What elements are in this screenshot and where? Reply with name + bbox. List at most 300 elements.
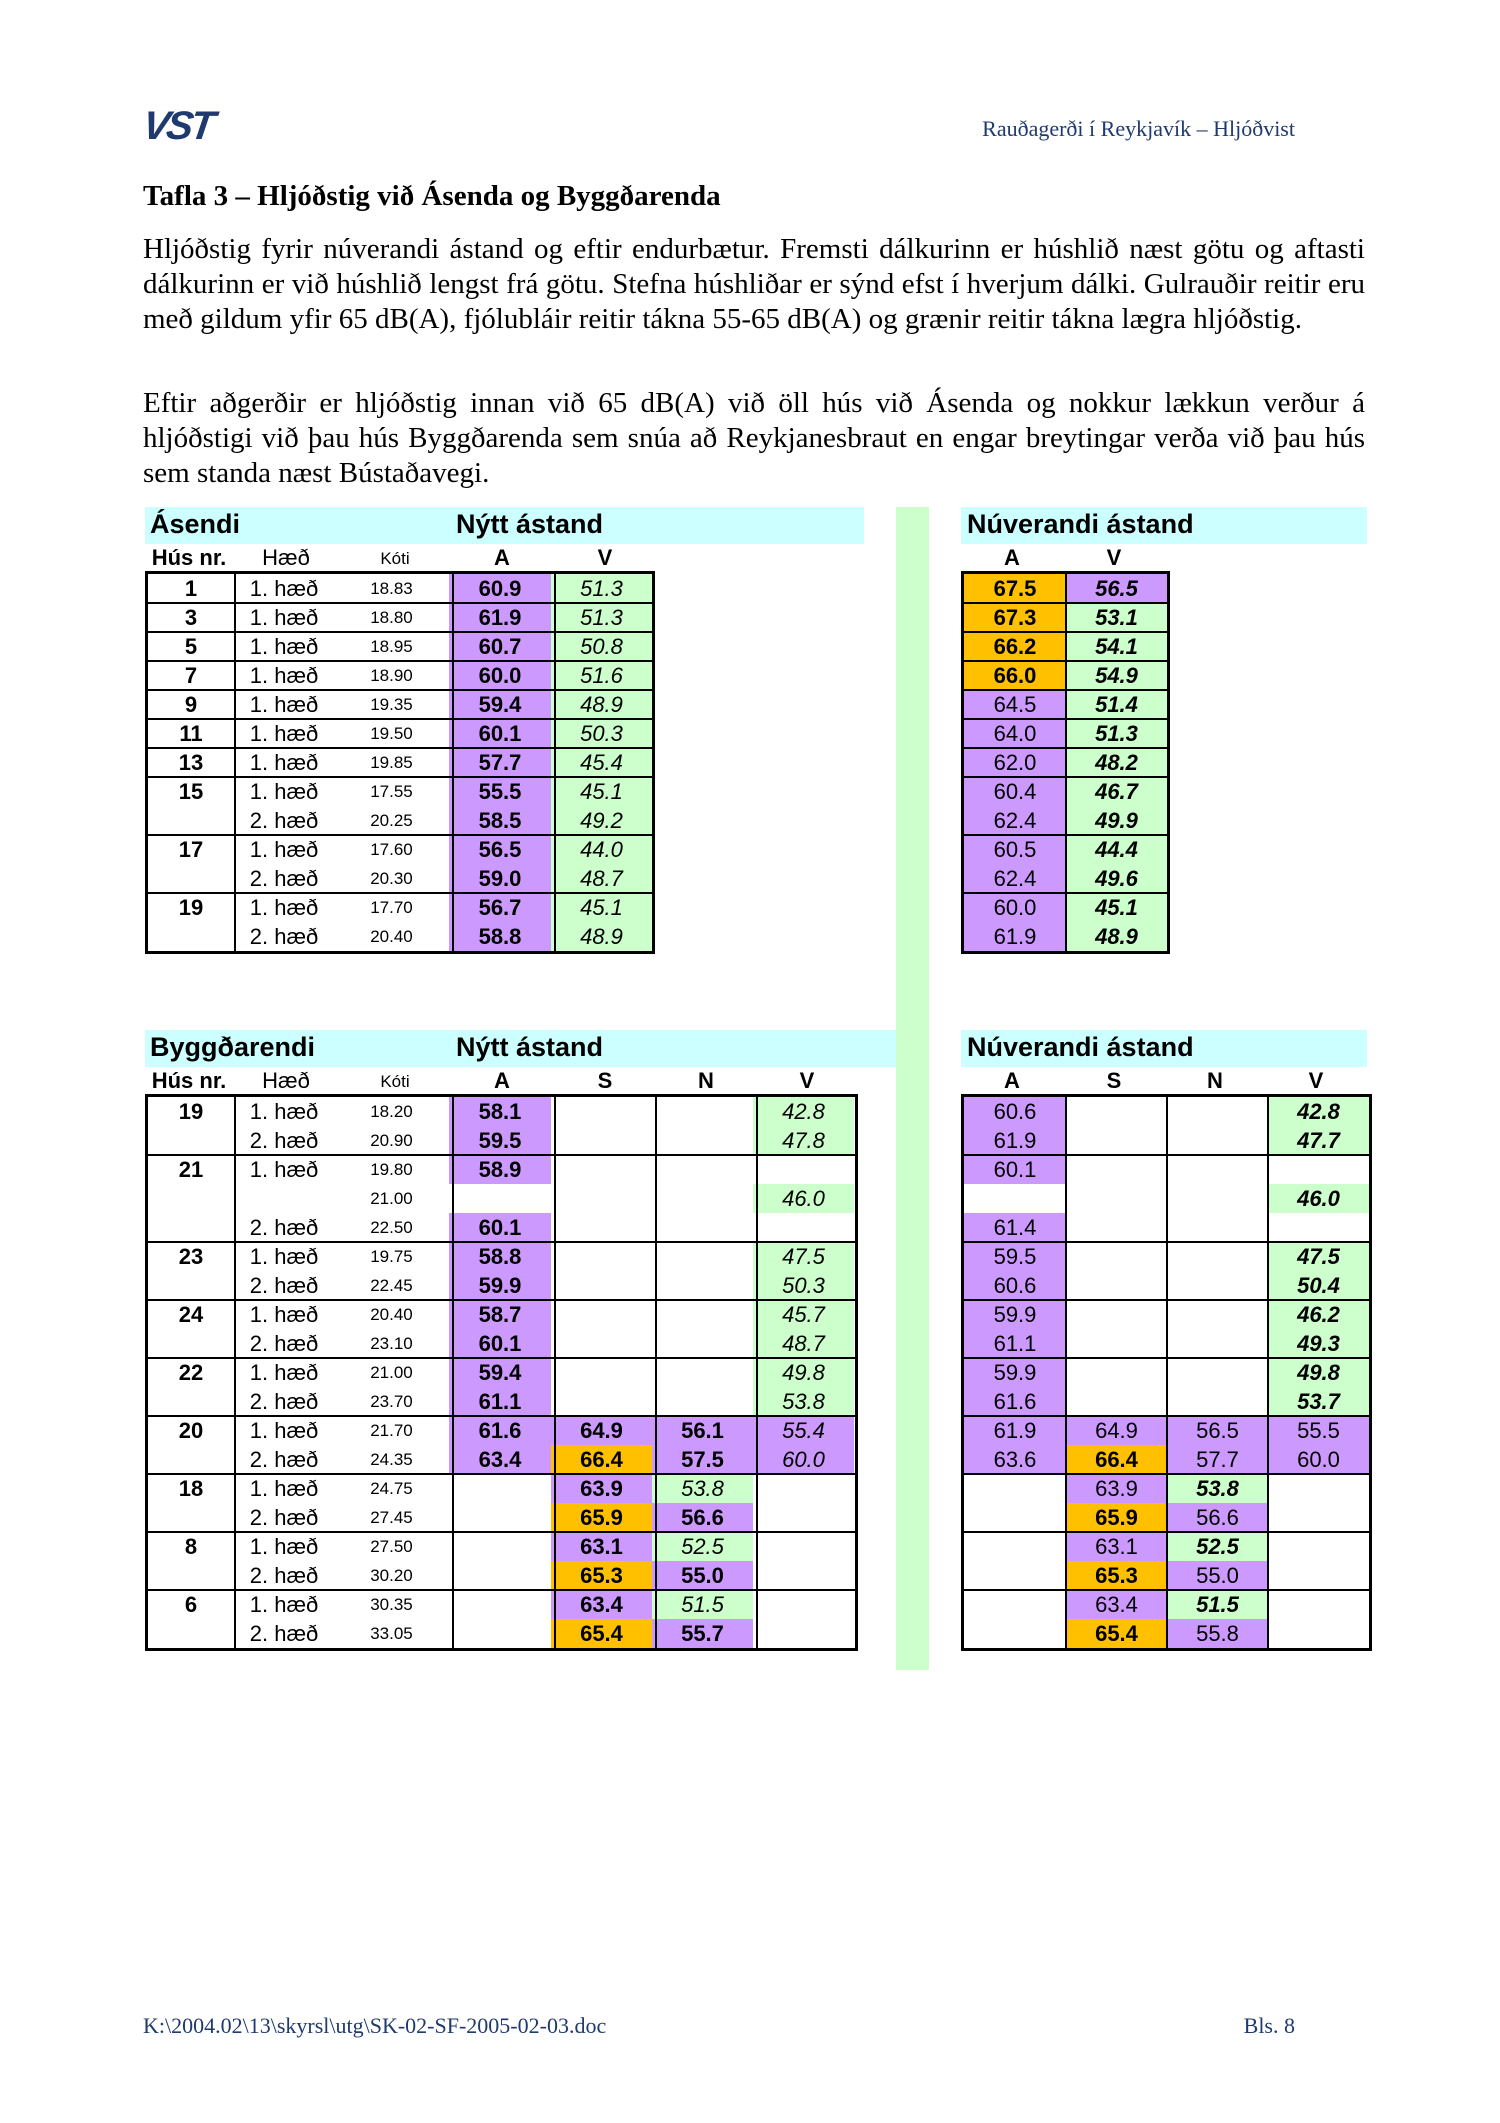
floor-label: 2. hæð (234, 1561, 334, 1590)
new-a-value (449, 1561, 551, 1590)
asendi-current-col-a: A (1004, 545, 1020, 570)
current-s-value: 65.9 (1066, 1503, 1167, 1532)
new-s-value: 66.4 (551, 1445, 652, 1474)
new-a-value (449, 1590, 551, 1619)
elevation-value: 27.50 (334, 1532, 449, 1561)
current-s-value (1066, 1358, 1167, 1387)
new-v-value (753, 1590, 854, 1619)
asendi-col-hus: Hús nr. (151, 545, 227, 570)
current-a-value: 60.5 (964, 835, 1066, 864)
new-a-value: 60.7 (449, 632, 551, 661)
new-s-value: 65.3 (551, 1561, 652, 1590)
grid-line (145, 1415, 858, 1417)
new-a-value: 55.5 (449, 777, 551, 806)
current-v-value: 49.9 (1066, 806, 1167, 835)
house-number: 9 (148, 690, 234, 719)
elevation-value: 19.35 (334, 690, 449, 719)
grid-line (145, 834, 655, 836)
new-s-value (551, 1358, 652, 1387)
current-v-value: 49.8 (1268, 1358, 1369, 1387)
new-s-value (551, 1300, 652, 1329)
new-v-value: 48.9 (551, 922, 652, 951)
elevation-value: 21.70 (334, 1416, 449, 1445)
current-s-value: 63.4 (1066, 1590, 1167, 1619)
grid-line (145, 602, 655, 604)
table-row (148, 719, 652, 748)
current-a-value (964, 1474, 1066, 1503)
current-s-value: 63.9 (1066, 1474, 1167, 1503)
elevation-value: 27.45 (334, 1503, 449, 1532)
new-v-value: 53.8 (753, 1387, 854, 1416)
current-v-value: 51.3 (1066, 719, 1167, 748)
elevation-value: 19.50 (334, 719, 449, 748)
asendi-current-label: Núverandi ástand (967, 509, 1194, 539)
current-n-value: 56.5 (1167, 1416, 1268, 1445)
elevation-value: 18.20 (334, 1097, 449, 1126)
current-v-value: 54.1 (1066, 632, 1167, 661)
new-a-value: 58.8 (449, 922, 551, 951)
new-n-value (652, 1155, 753, 1184)
floor-label: 1. hæð (234, 1300, 334, 1329)
current-n-value (1167, 1387, 1268, 1416)
current-n-value (1167, 1097, 1268, 1126)
table-row (148, 1213, 854, 1242)
current-a-value: 66.0 (964, 661, 1066, 690)
current-a-value (964, 1503, 1066, 1532)
grid-line (145, 776, 655, 778)
current-v-value: 49.3 (1268, 1329, 1369, 1358)
current-v-value: 55.5 (1268, 1416, 1369, 1445)
grid-line (145, 689, 655, 691)
current-a-value: 60.0 (964, 893, 1066, 922)
current-s-value: 64.9 (1066, 1416, 1167, 1445)
current-v-value: 46.2 (1268, 1300, 1369, 1329)
new-n-value: 55.0 (652, 1561, 753, 1590)
table-row (148, 835, 652, 864)
current-v-value (1268, 1213, 1369, 1242)
asendi-col-haed: Hæð (262, 545, 310, 570)
current-a-value: 61.9 (964, 1416, 1066, 1445)
table-row (148, 1329, 854, 1358)
elevation-value: 18.95 (334, 632, 449, 661)
new-a-value: 56.7 (449, 893, 551, 922)
byggdarendi-current-label: Núverandi ástand (967, 1032, 1194, 1062)
current-n-value: 57.7 (1167, 1445, 1268, 1474)
grid-line (655, 1097, 657, 1648)
current-n-value (1167, 1242, 1268, 1271)
new-v-value (753, 1619, 854, 1648)
floor-label: 1. hæð (234, 1097, 334, 1126)
current-v-value: 48.9 (1066, 922, 1167, 951)
new-a-value: 61.9 (449, 603, 551, 632)
footer-page-number: Bls. 8 (1243, 2013, 1295, 2038)
new-n-value (652, 1242, 753, 1271)
elevation-value: 17.55 (334, 777, 449, 806)
floor-label: 2. hæð (234, 1271, 334, 1300)
current-n-value (1167, 1329, 1268, 1358)
floor-label: 1. hæð (234, 661, 334, 690)
table-row (148, 1300, 854, 1329)
current-v-value (1268, 1561, 1369, 1590)
new-n-value: 53.8 (652, 1474, 753, 1503)
new-n-value: 55.7 (652, 1619, 753, 1648)
new-a-value: 60.1 (449, 719, 551, 748)
current-v-value (1268, 1155, 1369, 1184)
byggdarendi-current-col-n: N (1207, 1068, 1223, 1093)
table-row (148, 632, 652, 661)
grid-line (145, 747, 655, 749)
new-a-value: 59.0 (449, 864, 551, 893)
elevation-value: 30.35 (334, 1590, 449, 1619)
table-row (148, 777, 652, 806)
new-v-value: 51.3 (551, 574, 652, 603)
floor-label: 1. hæð (234, 719, 334, 748)
new-s-value (551, 1184, 652, 1213)
grid-line (961, 834, 1170, 836)
current-a-value (964, 1532, 1066, 1561)
house-number: 21 (148, 1155, 234, 1184)
byggdarendi-col-n: N (698, 1068, 714, 1093)
floor-label: 1. hæð (234, 574, 334, 603)
grid-line (961, 892, 1170, 894)
new-s-value: 64.9 (551, 1416, 652, 1445)
grid-line (961, 1531, 1372, 1533)
current-a-value: 64.5 (964, 690, 1066, 719)
current-a-value: 61.9 (964, 922, 1066, 951)
new-a-value: 58.8 (449, 1242, 551, 1271)
elevation-value: 18.80 (334, 603, 449, 632)
table-row (148, 1242, 854, 1271)
house-number (148, 1271, 234, 1300)
current-s-value (1066, 1300, 1167, 1329)
elevation-value: 20.90 (334, 1126, 449, 1155)
new-n-value (652, 1213, 753, 1242)
house-number: 8 (148, 1532, 234, 1561)
new-v-value: 47.5 (753, 1242, 854, 1271)
new-s-value: 63.1 (551, 1532, 652, 1561)
current-a-value: 61.6 (964, 1387, 1066, 1416)
elevation-value: 20.40 (334, 922, 449, 951)
grid-line (145, 1299, 858, 1301)
table-row (148, 864, 652, 893)
table-row (148, 1619, 854, 1648)
house-number: 5 (148, 632, 234, 661)
current-v-value: 53.7 (1268, 1387, 1369, 1416)
table-row (148, 1474, 854, 1503)
grid-line (961, 718, 1170, 720)
table-row (148, 574, 652, 603)
new-v-value: 50.3 (753, 1271, 854, 1300)
table-row (148, 893, 652, 922)
current-a-value: 67.5 (964, 574, 1066, 603)
elevation-value: 20.25 (334, 806, 449, 835)
current-a-value: 67.3 (964, 603, 1066, 632)
current-v-value: 53.1 (1066, 603, 1167, 632)
elevation-value: 19.80 (334, 1155, 449, 1184)
new-a-value: 59.5 (449, 1126, 551, 1155)
table-row (148, 661, 652, 690)
house-number: 19 (148, 1097, 234, 1126)
floor-label: 2. hæð (234, 864, 334, 893)
house-number (148, 1619, 234, 1648)
current-s-value (1066, 1184, 1167, 1213)
running-title: Rauðagerði í Reykjavík – Hljóðvist (982, 116, 1295, 141)
elevation-value: 22.50 (334, 1213, 449, 1242)
grid-line (554, 1097, 556, 1648)
table-row (148, 1155, 854, 1184)
grid-line (145, 660, 655, 662)
current-v-value: 46.0 (1268, 1184, 1369, 1213)
current-s-value (1066, 1155, 1167, 1184)
floor-label: 1. hæð (234, 777, 334, 806)
current-n-value (1167, 1358, 1268, 1387)
new-a-value: 58.9 (449, 1155, 551, 1184)
new-n-value: 51.5 (652, 1590, 753, 1619)
elevation-value: 21.00 (334, 1184, 449, 1213)
elevation-value: 18.83 (334, 574, 449, 603)
elevation-value: 21.00 (334, 1358, 449, 1387)
new-s-value (551, 1155, 652, 1184)
current-s-value (1066, 1329, 1167, 1358)
current-n-value (1167, 1155, 1268, 1184)
floor-label: 2. hæð (234, 1619, 334, 1648)
new-v-value (753, 1503, 854, 1532)
grid-line (756, 1097, 758, 1648)
current-v-value (1268, 1590, 1369, 1619)
table-row (148, 1503, 854, 1532)
table-row (148, 690, 652, 719)
current-v-value (1268, 1503, 1369, 1532)
grid-line (961, 776, 1170, 778)
new-a-value (449, 1619, 551, 1648)
current-a-value: 61.4 (964, 1213, 1066, 1242)
floor-label: 1. hæð (234, 1358, 334, 1387)
floor-label: 1. hæð (234, 603, 334, 632)
house-number: 15 (148, 777, 234, 806)
new-v-value: 42.8 (753, 1097, 854, 1126)
grid-line (961, 1241, 1372, 1243)
current-a-value: 59.9 (964, 1358, 1066, 1387)
new-v-value (753, 1532, 854, 1561)
table-row (148, 1590, 854, 1619)
floor-label (234, 1184, 334, 1213)
new-a-value (449, 1184, 551, 1213)
house-number (148, 806, 234, 835)
new-v-value: 49.8 (753, 1358, 854, 1387)
byggdarendi-current-col-v: V (1308, 1068, 1324, 1093)
current-a-value: 60.1 (964, 1155, 1066, 1184)
current-s-value: 65.3 (1066, 1561, 1167, 1590)
current-a-value: 60.6 (964, 1097, 1066, 1126)
grid-line (1267, 1097, 1269, 1648)
floor-label: 2. hæð (234, 1213, 334, 1242)
floor-label: 1. hæð (234, 1590, 334, 1619)
new-n-value: 52.5 (652, 1532, 753, 1561)
house-number (148, 1561, 234, 1590)
house-number: 18 (148, 1474, 234, 1503)
new-v-value: 50.3 (551, 719, 652, 748)
table-row (148, 1387, 854, 1416)
byggdarendi-col-v: V (799, 1068, 815, 1093)
byggdarendi-col-s: S (597, 1068, 613, 1093)
floor-label: 2. hæð (234, 1329, 334, 1358)
floor-label: 1. hæð (234, 690, 334, 719)
current-v-value: 49.6 (1066, 864, 1167, 893)
house-number (148, 1213, 234, 1242)
asendi-col-a: A (494, 545, 510, 570)
byggdarendi-street-label: Byggðarendi (150, 1032, 316, 1062)
new-n-value: 57.5 (652, 1445, 753, 1474)
current-v-value: 54.9 (1066, 661, 1167, 690)
new-s-value (551, 1387, 652, 1416)
current-a-value: 63.6 (964, 1445, 1066, 1474)
new-n-value (652, 1358, 753, 1387)
current-n-value: 52.5 (1167, 1532, 1268, 1561)
current-v-value: 45.1 (1066, 893, 1167, 922)
floor-label: 1. hæð (234, 748, 334, 777)
current-a-value (964, 1619, 1066, 1648)
floor-label: 2. hæð (234, 1126, 334, 1155)
grid-line (961, 631, 1170, 633)
byggdarendi-col-a: A (494, 1068, 510, 1093)
grid-line (961, 1589, 1372, 1591)
current-v-value: 47.5 (1268, 1242, 1369, 1271)
new-s-value (551, 1271, 652, 1300)
grid-line (961, 689, 1170, 691)
new-a-value: 59.4 (449, 690, 551, 719)
new-n-value (652, 1329, 753, 1358)
current-v-value: 60.0 (1268, 1445, 1369, 1474)
current-n-value: 53.8 (1167, 1474, 1268, 1503)
current-v-value (1268, 1619, 1369, 1648)
house-number: 6 (148, 1590, 234, 1619)
table-row (148, 1271, 854, 1300)
new-n-value (652, 1300, 753, 1329)
floor-label: 1. hæð (234, 1532, 334, 1561)
current-s-value (1066, 1126, 1167, 1155)
new-s-value (551, 1329, 652, 1358)
new-s-value: 65.4 (551, 1619, 652, 1648)
new-a-value: 61.1 (449, 1387, 551, 1416)
house-number: 20 (148, 1416, 234, 1445)
asendi-col-koti: Kóti (380, 549, 410, 568)
current-n-value (1167, 1300, 1268, 1329)
house-number (148, 1503, 234, 1532)
house-number: 7 (148, 661, 234, 690)
new-n-value (652, 1097, 753, 1126)
floor-label: 2. hæð (234, 806, 334, 835)
asendi-street-label: Ásendi (150, 509, 241, 539)
new-s-value (551, 1126, 652, 1155)
new-a-value: 61.6 (449, 1416, 551, 1445)
current-v-value: 46.7 (1066, 777, 1167, 806)
grid-line (961, 602, 1170, 604)
new-v-value: 51.3 (551, 603, 652, 632)
floor-label: 2. hæð (234, 1387, 334, 1416)
new-a-value: 56.5 (449, 835, 551, 864)
new-v-value: 48.9 (551, 690, 652, 719)
grid-line (145, 1357, 858, 1359)
grid-line (145, 1531, 858, 1533)
byggdarendi-col-koti: Kóti (380, 1072, 410, 1091)
house-number (148, 864, 234, 893)
floor-label: 1. hæð (234, 1242, 334, 1271)
current-v-value: 44.4 (1066, 835, 1167, 864)
current-a-value: 64.0 (964, 719, 1066, 748)
grid-line (145, 892, 655, 894)
footer-file-path: K:\2004.02\13\skyrsl\utg\SK-02-SF-2005-02-03.doc (143, 2013, 607, 2038)
new-v-value: 50.8 (551, 632, 652, 661)
new-a-value: 59.4 (449, 1358, 551, 1387)
house-number (148, 1445, 234, 1474)
floor-label: 2. hæð (234, 1503, 334, 1532)
paragraph-2: Eftir aðgerðir er hljóðstig innan við 65 dB(A) við öll hús við Ásenda og nokkur lækkun verður á hljóðstigi við þau hús Byggðarenda sem snúa að Reykjanesbraut en engar breytingar verða við þau hús sem standa næst Bústaðavegi. (143, 387, 1365, 489)
table-row (148, 748, 652, 777)
new-s-value: 63.4 (551, 1590, 652, 1619)
current-a-value: 62.0 (964, 748, 1066, 777)
house-number (148, 1184, 234, 1213)
new-v-value (753, 1561, 854, 1590)
new-a-value: 57.7 (449, 748, 551, 777)
elevation-value: 30.20 (334, 1561, 449, 1590)
new-v-value: 48.7 (753, 1329, 854, 1358)
current-n-value (1167, 1126, 1268, 1155)
new-n-value (652, 1387, 753, 1416)
new-v-value: 51.6 (551, 661, 652, 690)
floor-label: 1. hæð (234, 632, 334, 661)
grid-line (452, 1097, 454, 1648)
current-a-value: 59.9 (964, 1300, 1066, 1329)
elevation-value: 19.85 (334, 748, 449, 777)
house-number: 13 (148, 748, 234, 777)
grid-line (145, 1154, 858, 1156)
table-row (148, 922, 652, 951)
current-a-value: 60.6 (964, 1271, 1066, 1300)
new-a-value: 58.5 (449, 806, 551, 835)
current-v-value: 51.4 (1066, 690, 1167, 719)
current-a-value: 62.4 (964, 806, 1066, 835)
elevation-value: 24.75 (334, 1474, 449, 1503)
grid-line (145, 1473, 858, 1475)
new-s-value: 65.9 (551, 1503, 652, 1532)
current-a-value: 66.2 (964, 632, 1066, 661)
floor-label: 1. hæð (234, 1474, 334, 1503)
floor-label: 1. hæð (234, 1416, 334, 1445)
new-v-value (753, 1155, 854, 1184)
new-n-value: 56.6 (652, 1503, 753, 1532)
grid-line (961, 1415, 1372, 1417)
elevation-value: 24.35 (334, 1445, 449, 1474)
house-number: 23 (148, 1242, 234, 1271)
grid-line (961, 1154, 1372, 1156)
house-number: 1 (148, 574, 234, 603)
vst-logo: VST (139, 104, 215, 148)
new-s-value (551, 1242, 652, 1271)
current-s-value (1066, 1213, 1167, 1242)
elevation-value: 23.70 (334, 1387, 449, 1416)
floor-label: 1. hæð (234, 1155, 334, 1184)
grid-line (961, 747, 1170, 749)
new-a-value: 60.1 (449, 1329, 551, 1358)
table-row (148, 1416, 854, 1445)
grid-line (1166, 1097, 1168, 1648)
new-v-value: 48.7 (551, 864, 652, 893)
current-s-value (1066, 1387, 1167, 1416)
byggdarendi-col-hus: Hús nr. (151, 1068, 227, 1093)
new-a-value: 60.0 (449, 661, 551, 690)
current-v-value: 42.8 (1268, 1097, 1369, 1126)
table-row (148, 1532, 854, 1561)
